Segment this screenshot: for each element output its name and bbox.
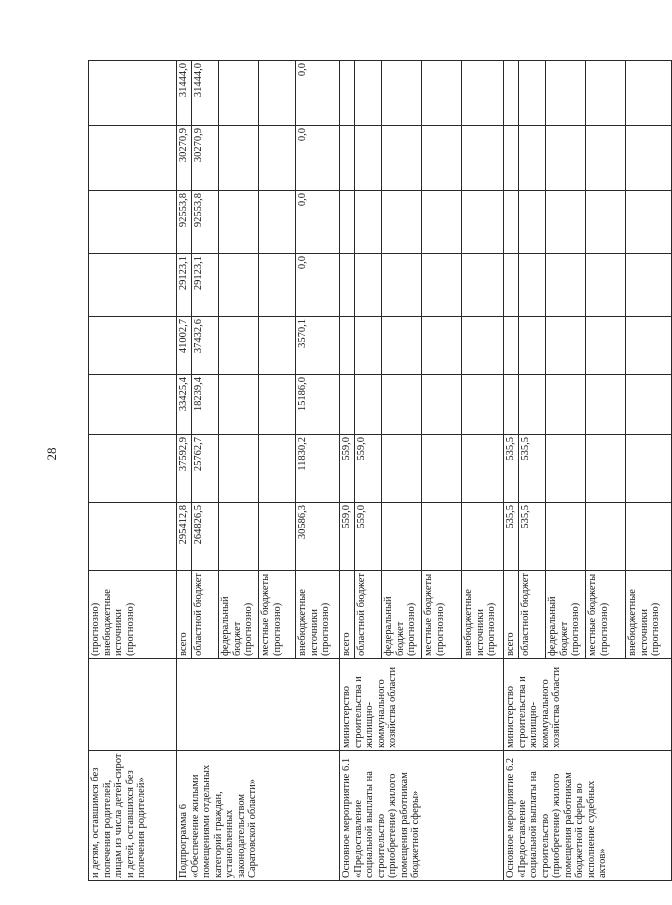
value-cell [355,61,382,126]
value-cell [259,317,296,375]
table-row [504,61,519,881]
value-cell [219,126,259,191]
funding-source-cell: федеральный бюджет (прогнозно) [219,571,259,659]
budget-table [88,60,672,881]
value-cell [382,435,422,503]
value-cell [519,254,546,317]
value-cell [626,126,672,191]
value-cell [504,191,519,254]
value-cell [519,375,546,435]
value-cell [519,191,546,254]
funding-source-cell: внебюджетные источники (прогнозно) [626,571,672,659]
funding-source-cell: федеральный бюджет (прогнозно) [546,571,586,659]
table-row [340,61,355,881]
value-cell [422,191,462,254]
value-cell: 0,0 [296,61,340,126]
value-cell [259,435,296,503]
value-cell: 559,0 [340,503,355,571]
value-cell: 92553,8 [177,191,192,254]
value-cell [546,61,586,126]
value-cell [89,61,177,126]
value-cell [462,126,504,191]
value-cell [504,375,519,435]
table-body [89,61,672,881]
value-cell [626,435,672,503]
funding-source-cell: всего [340,571,355,659]
value-cell: 264826,5 [192,503,219,571]
funding-source-cell: всего [177,571,192,659]
value-cell [546,126,586,191]
value-cell [462,317,504,375]
value-cell: 15186,0 [296,375,340,435]
value-cell [259,61,296,126]
value-cell [340,317,355,375]
value-cell [259,126,296,191]
funding-source-cell: местные бюджеты (прогнозно) [422,571,462,659]
value-cell [89,254,177,317]
value-cell [504,317,519,375]
value-cell [355,126,382,191]
funding-source-cell: местные бюджеты (прогнозно) [586,571,626,659]
value-cell [89,126,177,191]
value-cell: 3570,1 [296,317,340,375]
value-cell [462,435,504,503]
value-cell [219,191,259,254]
value-cell [340,375,355,435]
value-cell: 535,5 [519,503,546,571]
value-cell: 18239,4 [192,375,219,435]
value-cell [546,191,586,254]
value-cell [340,61,355,126]
value-cell: 92553,8 [192,191,219,254]
value-cell [462,61,504,126]
program-name-cell: Подпрограмма 6 «Обеспечение жилыми помещениями отдельных категорий граждан, установленных законодательством Саратовской области» [177,751,340,881]
value-cell: 37592,9 [177,435,192,503]
value-cell [546,375,586,435]
value-cell [382,254,422,317]
program-name-cell: и детям, оставшимся без попечения родителей, лицам из числа детей-сирот и детей, оставшихся без попечения родителей» [89,751,177,881]
funding-source-cell: внебюджетные источники (прогнозно) [296,571,340,659]
value-cell: 295412,8 [177,503,192,571]
value-cell [355,375,382,435]
value-cell [626,61,672,126]
value-cell: 41002,7 [177,317,192,375]
value-cell [422,503,462,571]
table-row [89,61,177,881]
value-cell [462,191,504,254]
value-cell [89,503,177,571]
value-cell [546,503,586,571]
value-cell: 0,0 [296,191,340,254]
value-cell [382,191,422,254]
value-cell [340,191,355,254]
funding-source-cell: местные бюджеты (прогнозно) [259,571,296,659]
value-cell [519,317,546,375]
value-cell [519,126,546,191]
value-cell: 11830,2 [296,435,340,503]
program-name-cell: Основное мероприятие 6.2 «Предоставление социальной выплаты на строительство (приобретение) жилого помещения работникам бюджетной сферы во исполнение судебных актов» [504,751,672,881]
value-cell [219,435,259,503]
value-cell [89,375,177,435]
value-cell [626,254,672,317]
funding-source-cell: (прогнозно) внебюджетные источники (прогнозно) [89,571,177,659]
table-row [177,61,192,881]
value-cell: 25762,7 [192,435,219,503]
value-cell [422,435,462,503]
value-cell [382,61,422,126]
value-cell: 33425,4 [177,375,192,435]
value-cell [504,126,519,191]
value-cell [422,61,462,126]
value-cell [355,317,382,375]
value-cell [546,317,586,375]
funding-source-cell: федеральный бюджет (прогнозно) [382,571,422,659]
funding-source-cell: областной бюджет [355,571,382,659]
value-cell [259,191,296,254]
value-cell [89,191,177,254]
value-cell [422,317,462,375]
value-cell: 30586,3 [296,503,340,571]
value-cell: 31444,0 [177,61,192,126]
value-cell [259,503,296,571]
value-cell [586,126,626,191]
value-cell: 30270,9 [192,126,219,191]
value-cell [219,61,259,126]
value-cell [586,503,626,571]
value-cell: 559,0 [355,435,382,503]
value-cell [219,375,259,435]
value-cell [462,503,504,571]
value-cell: 29123,1 [192,254,219,317]
value-cell [586,375,626,435]
value-cell [586,61,626,126]
value-cell [462,375,504,435]
value-cell [422,126,462,191]
value-cell [504,254,519,317]
value-cell [626,317,672,375]
value-cell: 30270,9 [177,126,192,191]
value-cell [219,254,259,317]
value-cell: 31444,0 [192,61,219,126]
value-cell [259,375,296,435]
value-cell [382,126,422,191]
value-cell: 37432,6 [192,317,219,375]
value-cell: 29123,1 [177,254,192,317]
executor-cell [177,659,340,751]
funding-source-cell: внебюджетные источники (прогнозно) [462,571,504,659]
value-cell [586,254,626,317]
value-cell [422,375,462,435]
value-cell [340,254,355,317]
value-cell: 559,0 [355,503,382,571]
rotated-table-container [88,61,661,881]
value-cell [382,375,422,435]
value-cell [355,254,382,317]
value-cell [586,317,626,375]
value-cell [382,503,422,571]
value-cell: 0,0 [296,254,340,317]
funding-source-cell: областной бюджет [192,571,219,659]
value-cell: 535,5 [504,435,519,503]
value-cell: 535,5 [504,503,519,571]
value-cell [355,191,382,254]
value-cell [89,317,177,375]
value-cell [219,503,259,571]
funding-source-cell: областной бюджет [519,571,546,659]
value-cell: 0,0 [296,126,340,191]
value-cell [626,191,672,254]
funding-source-cell: всего [504,571,519,659]
executor-cell: министерство строительства и жилищно-коммунального хозяйства области [340,659,504,751]
program-name-cell: Основное мероприятие 6.1 «Предоставление социальной выплаты на строительство (приобретение) жилого помещения работникам бюджетной сферы» [340,751,504,881]
value-cell: 535,5 [519,435,546,503]
value-cell [626,503,672,571]
value-cell [546,435,586,503]
executor-cell [89,659,177,751]
value-cell [382,317,422,375]
value-cell [586,191,626,254]
value-cell [586,435,626,503]
value-cell [422,254,462,317]
value-cell: 559,0 [340,435,355,503]
value-cell [626,375,672,435]
value-cell [504,61,519,126]
value-cell [340,126,355,191]
value-cell [546,254,586,317]
value-cell [89,435,177,503]
page-number: 28 [44,447,59,461]
executor-cell: министерство строительства и жилищно-коммунального хозяйства области [504,659,672,751]
value-cell [462,254,504,317]
value-cell [219,317,259,375]
value-cell [519,61,546,126]
value-cell [259,254,296,317]
